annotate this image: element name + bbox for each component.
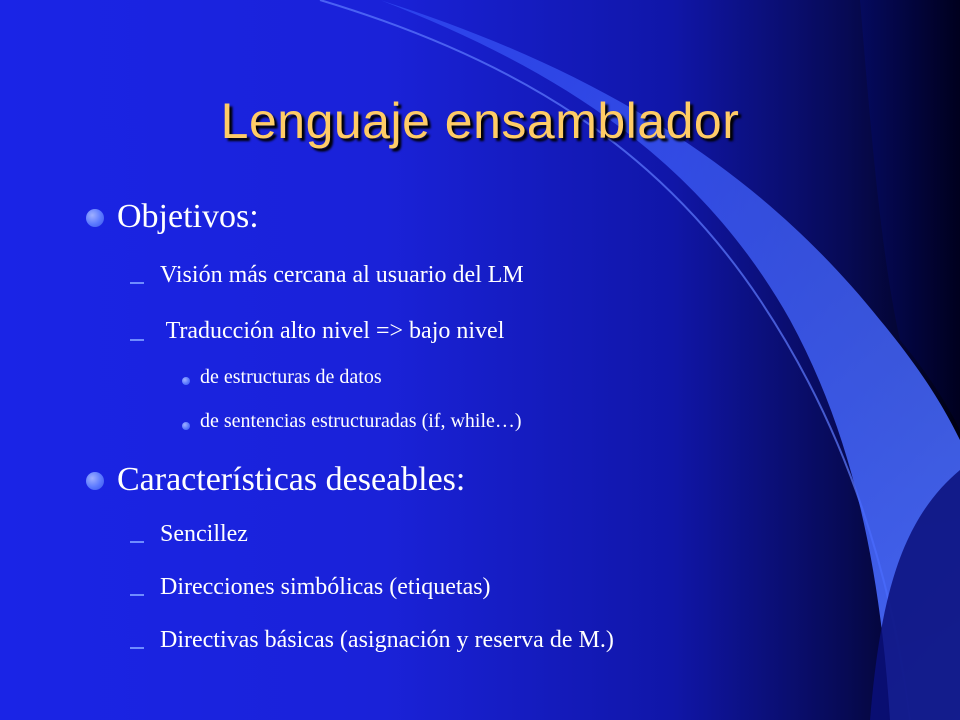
sub-list-item: de estructuras de datos: [200, 366, 382, 388]
dash-icon: [130, 594, 144, 596]
slide-title: Lenguaje ensamblador: [220, 93, 740, 149]
section-heading-objetivos: Objetivos:: [117, 198, 259, 235]
section-heading-caracteristicas: Características deseables:: [117, 461, 466, 498]
dash-icon: [130, 541, 144, 543]
list-item: Traducción alto nivel => bajo nivel: [160, 318, 505, 344]
dash-icon: [130, 339, 144, 341]
list-item: Visión más cercana al usuario del LM: [160, 262, 524, 288]
dash-icon: [130, 647, 144, 649]
list-item: Direcciones simbólicas (etiquetas): [160, 574, 491, 600]
bullet-icon: [182, 422, 190, 430]
list-item: Directivas básicas (asignación y reserva de M.): [160, 627, 614, 653]
list-item: Sencillez: [160, 521, 248, 547]
sub-list-item: de sentencias estructuradas (if, while…): [200, 410, 522, 432]
bullet-icon: [182, 377, 190, 385]
bullet-icon: [86, 209, 104, 227]
bullet-icon: [86, 472, 104, 490]
dash-icon: [130, 282, 144, 284]
